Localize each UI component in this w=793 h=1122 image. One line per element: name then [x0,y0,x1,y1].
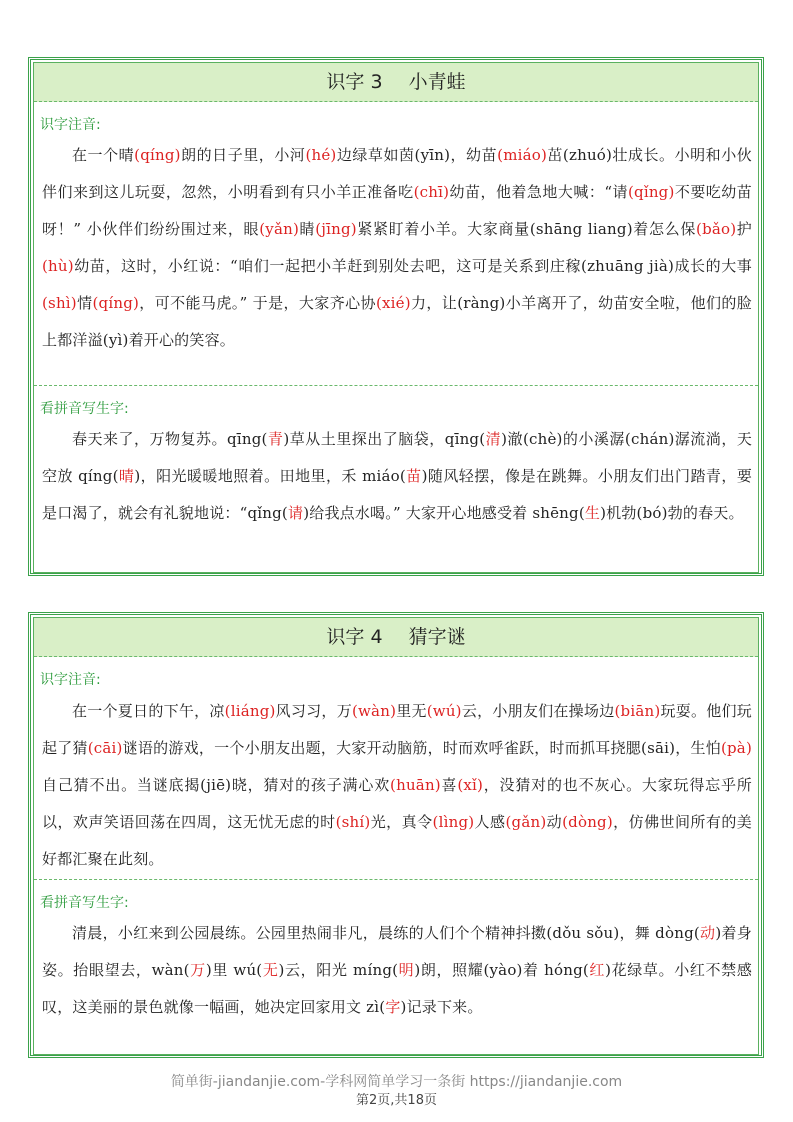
passage-text: )机勃(bó)勃的春天。 [600,504,744,522]
passage-text: 谜语的游戏，一个小朋友出题，大家开动脑筋，时而欢呼雀跃，时而抓耳挠腮(sāi)，生怕 [122,739,721,757]
highlight-answer: (gǎn) [505,813,547,831]
passage-text: 力，让(ràng)小羊离开了，幼苗安全啦，他们的脸上都洋溢(yì)着开心的笑容。 [42,294,752,349]
highlight-answer: (jīng) [315,220,357,238]
highlight-answer: (biān) [614,702,661,720]
passage-text: 护 [736,220,752,238]
footer-site: 简单街-jiandanjie.com-学科网简单学习一条街 https://jiandanjie.com [170,1074,623,1090]
lesson3-xiezi-passage [34,416,758,532]
passage-text: ，没猜对的也不灰心。大家玩得忘乎所以，欢声笑语回荡在四周，这无忧无虑的时 [42,776,752,831]
passage-text: 紧紧盯着小羊。大家商量(shāng liang)着怎么保 [356,220,697,238]
highlight-answer: 无 [262,961,279,979]
highlight-answer: 青 [267,430,284,448]
passage-text: 边绿草如茵(yīn)，幼苗 [336,146,498,164]
passage-text: 云，小朋友们在操场边 [461,702,615,720]
passage-text: )草从土里探出了脑袋，qīng( [283,430,486,448]
lesson4-label-zhuyin: 识字注音: [40,672,101,688]
highlight-answer: (hé) [305,146,337,164]
highlight-answer: (qíng) [92,294,140,312]
lesson4-xiezi-text [42,915,752,1026]
highlight-answer: (qǐng) [627,183,675,201]
passage-text: )，阳光暖暖地照着。田地里，禾 miáo( [134,467,406,485]
passage-text: 幼苗，他着急地大喊：“请 [449,183,628,201]
passage-text: 春天来了，万物复苏。qīng( [72,430,268,448]
highlight-answer: (dòng) [562,813,613,831]
passage-text: )给我点水喝。” 大家开心地感受着 shēng( [303,504,585,522]
passage-text: 喜 [440,776,458,794]
lesson4-title-name: 猜字谜 [408,626,466,648]
lesson4-title-num: 识字 4 [326,626,383,648]
lesson3-xiezi-text [42,421,752,532]
highlight-answer: (huān) [390,776,441,794]
lesson4-card [28,612,764,1058]
passage-text: )花绿草。小红不禁感叹，这美丽的景色就像一幅画，她决定回家用文 zì( [42,961,753,1016]
passage-text: )朗，照耀(yào)着 hóng( [414,961,589,979]
highlight-answer: (pà) [720,739,753,757]
highlight-answer: (wàn) [351,702,397,720]
lesson3-zhuyin-passage [34,132,758,385]
passage-text: 睛 [299,220,316,238]
highlight-answer: (xǐ) [457,776,484,794]
highlight-answer: (miáo) [497,146,548,164]
highlight-answer: 苗 [405,467,422,485]
highlight-answer: 生 [584,504,601,522]
highlight-answer: (xié) [375,294,411,312]
lesson4-zhuyin-text [42,693,752,878]
passage-text: )里 wú( [205,961,263,979]
passage-text: 自己猜不出。当谜底揭(jiē)晓，猜对的孩子满心欢 [42,776,391,794]
passage-text: 玩耍。他们玩起了猜 [42,702,752,757]
highlight-answer: 红 [588,961,606,979]
passage-text: 清晨，小红来到公园晨练。公园里热闹非凡，晨练的人们个个精神抖擞(dǒu sǒu)，舞 dòng( [72,924,700,942]
lesson3-title-num: 识字 3 [326,71,383,93]
passage-text: ，可不能马虎。” 于是，大家齐心协 [139,294,376,312]
highlight-answer: (liáng) [224,702,276,720]
highlight-answer: (qíng) [134,146,181,164]
lesson4-xiezi-passage [34,910,758,1026]
highlight-answer: (shí) [335,813,371,831]
highlight-answer: (shì) [42,294,77,312]
passage-text: 在一个晴 [72,146,135,164]
passage-text: 情 [76,294,93,312]
passage-text: 动 [546,813,563,831]
lesson3-label-zhuyin: 识字注音: [40,117,101,133]
passage-text: 光，真令 [370,813,433,831]
highlight-answer: 请 [287,504,304,522]
passage-text: )云，阳光 míng( [278,961,399,979]
highlight-answer: 清 [485,430,502,448]
passage-text: ，仿佛世间所有的美好都汇聚在此刻。 [42,813,752,868]
highlight-answer: (lìng) [432,813,475,831]
lesson4-zhuyin-passage [34,687,758,879]
highlight-answer: 动 [699,924,716,942]
passage-text: 在一个夏日的下午，凉 [72,702,225,720]
lesson3-label-xiezi: 看拼音写生字: [40,401,129,417]
highlight-answer: (bǎo) [696,220,737,238]
passage-text: )随风轻摆，像是在跳舞。小朋友们出门踏青，要是口渴了，就会有礼貌地说：“qǐng( [42,467,753,522]
highlight-answer: 万 [189,961,206,979]
highlight-answer: 明 [398,961,415,979]
highlight-answer: 晴 [118,467,135,485]
highlight-answer: 字 [385,998,401,1016]
passage-text: )澈(chè)的小溪潺(chán)潺流淌，天空放 qíng( [42,430,753,485]
lesson3-card [28,57,764,576]
highlight-answer: (cāi) [87,739,123,757]
highlight-answer: (yǎn) [259,220,300,238]
passage-text: 风习习，万 [275,702,352,720]
passage-text: )记录下来。 [400,998,483,1016]
lesson4-title [34,618,758,657]
highlight-answer: (chī) [413,183,450,201]
lesson3-title-name: 小青蛙 [408,71,466,93]
passage-text: 人感 [474,813,506,831]
lesson3-zhuyin-text [42,137,752,359]
passage-text: 里无 [396,702,427,720]
passage-text: 不要吃幼苗呀！” 小伙伴们纷纷围过来，眼 [42,183,752,238]
highlight-answer: (wú) [426,702,462,720]
passage-text: 茁(zhuó)壮成长。小明和小伙伴们来到这儿玩耍，忽然，小明看到有只小羊正准备吃 [42,146,752,201]
lesson3-title [34,63,758,102]
lesson4-label-xiezi: 看拼音写生字: [40,895,129,911]
passage-text: 幼苗，这时，小红说：“咱们一起把小羊赶到别处去吧，这可是关系到庄稼(zhuāng jià)成长的大事 [73,257,752,275]
passage-text: 朗的日子里，小河 [180,146,306,164]
passage-text: )着身姿。抬眼望去，wàn( [42,924,752,979]
highlight-answer: (hù) [42,257,74,275]
footer-page-number: 第2页,共18页 [356,1093,437,1108]
